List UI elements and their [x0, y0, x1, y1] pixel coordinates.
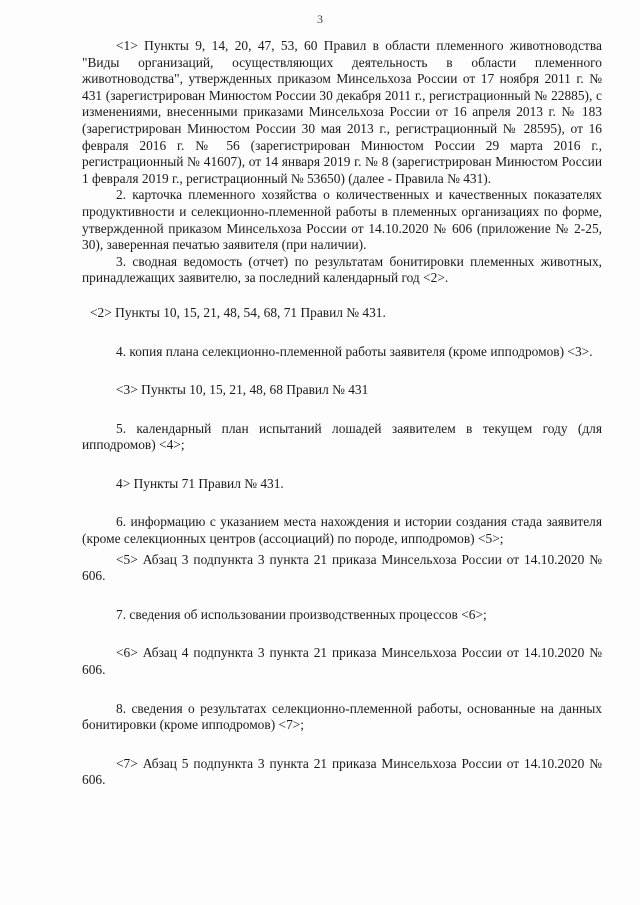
item-5-paragraph: 5. календарный план испытаний лошадей заявителем в текущем году (для ипподромов) <4>;: [82, 420, 602, 453]
item-4-paragraph: 4. копия плана селекционно-племенной работы заявителя (кроме ипподромов) <3>.: [116, 343, 593, 359]
footnote-5: <5> Абзац 3 подпункта 3 пункта 21 приказа Минсельхоза России от 14.10.2020 № 606.: [82, 551, 602, 584]
footnote-1: <1> Пункты 9, 14, 20, 47, 53, 60 Правил в области племенного животноводства "Виды организаций, осуществляющих деятельность в области племенного животноводства", утвержденных приказом Минсельхоза России от 17 ноября 2011 г. № 431 (зарегистрирован Минюстом России 30 декабря 2011 г., регистрационный № 22885), с изменениями, внесенными приказами Минсельхоза России от 16 апреля 2013 г. № 183 (зарегистрирован Минюстом России 30 мая 2013 г., регистрационный № 28595), от 16 февраля 2016 г. № 56 (зарегистрирован Минюстом России 29 марта 2016 г., регистрационный № 41607), от 14 января 2019 г. № 8 (зарегистрирован Минюстом России 1 февраля 2019 г., регистрационный № 53650) (далее - Правила № 431).: [82, 38, 602, 186]
footnote-6: <6> Абзац 4 подпункта 3 пункта 21 приказа Минсельхоза России от 14.10.2020 № 606.: [82, 645, 602, 678]
footnote-4: 4> Пункты 71 Правил № 431.: [116, 475, 284, 491]
item-6-paragraph: 6. информацию с указанием места нахождения и истории создания стада заявителя (кроме селекционных центров (ассоциаций) по породе, ипподромов) <5>;: [82, 514, 602, 547]
document-body: [82, 38, 602, 789]
item-3-paragraph: 3. сводная ведомость (отчет) по результатам бонитировки племенных животных, принадлежащих заявителю, за последний календарный год <2>.: [82, 253, 602, 286]
item-7-paragraph: 7. сведения об использовании производственных процессов <6>;: [116, 606, 487, 622]
item-8-paragraph: 8. сведения о результатах селекционно-племенной работы, основанные на данных бонитировки (кроме ипподромов) <7>;: [82, 700, 602, 733]
item-2-paragraph: 2. карточка племенного хозяйства о количественных и качественных показателях продуктивности и селекционно-племенной работы в племенных организациях по форме, утвержденной приказом Минсельхоза России от 14.10.2020 № 606 (приложение № 2-25, 30), заверенная печатью заявителя (при наличии).: [82, 187, 602, 253]
page-number: 3: [317, 12, 323, 26]
footnote-2: <2> Пункты 10, 15, 21, 48, 54, 68, 71 Правил № 431.: [90, 304, 386, 320]
footnote-7: <7> Абзац 5 подпункта 3 пункта 21 приказа Минсельхоза России от 14.10.2020 № 606.: [82, 755, 602, 788]
footnote-3: <3> Пункты 10, 15, 21, 48, 68 Правил № 431: [116, 382, 369, 398]
